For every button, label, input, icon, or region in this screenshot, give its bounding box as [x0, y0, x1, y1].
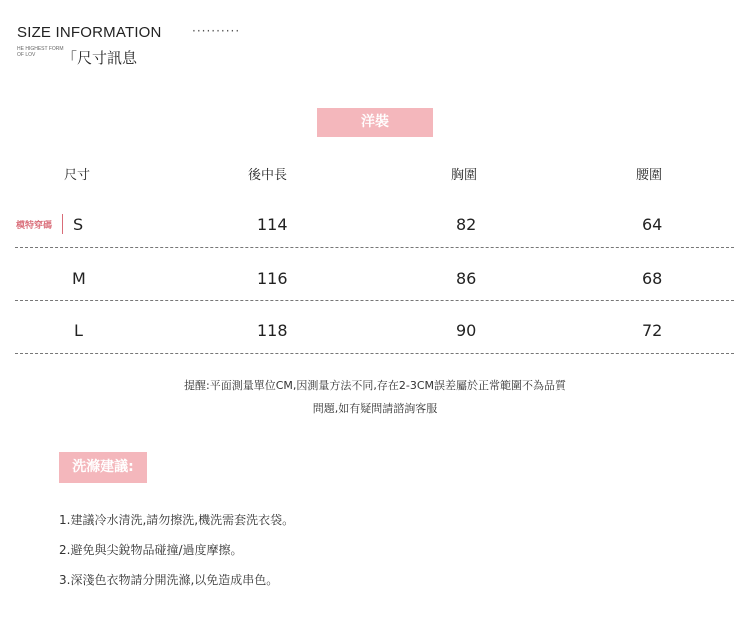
table-cell-bust: 82 — [456, 215, 477, 234]
wash-item: 1.建議冷水清洗,請勿擦洗,機洗需套洗衣袋。 — [59, 513, 295, 527]
table-cell-size: S — [73, 215, 84, 234]
measurement-note: 提醒:平面測量單位CM,因測量方法不同,存在2-3CM誤差屬於正常範圍不為品質 — [183, 379, 566, 392]
model-size-tag: 模特穿碼 — [16, 221, 53, 231]
wash-item: 3.深淺色衣物請分開洗滌,以免造成串色。 — [59, 573, 279, 587]
column-header-bust: 胸圍 — [451, 168, 478, 183]
category-badge: 洋裝 — [317, 108, 433, 137]
decorative-dots: ·········· — [192, 24, 241, 38]
section-subtitle: 「尺寸訊息 — [62, 49, 138, 67]
column-header-length: 後中長 — [248, 168, 288, 183]
table-cell-bust: 90 — [456, 321, 477, 340]
table-cell-waist: 72 — [642, 321, 663, 340]
measurement-note-continued: 問題,如有疑問請諮詢客服 — [312, 402, 438, 415]
row-divider — [15, 353, 734, 354]
table-cell-size: M — [72, 269, 86, 288]
table-cell-length: 118 — [257, 321, 288, 340]
section-title: SIZE INFORMATION — [17, 24, 162, 41]
model-tag-divider — [62, 214, 63, 234]
table-cell-bust: 86 — [456, 269, 477, 288]
wash-advice-badge: 洗滌建議: — [59, 452, 147, 483]
table-cell-waist: 64 — [642, 215, 663, 234]
table-cell-length: 116 — [257, 269, 288, 288]
table-cell-size: L — [74, 321, 83, 340]
row-divider — [15, 300, 734, 301]
tagline: HE HIGHEST FORM OF LOV — [17, 46, 64, 58]
column-header-waist: 腰圍 — [636, 168, 663, 183]
wash-item: 2.避免與尖銳物品碰撞/過度摩擦。 — [59, 543, 243, 557]
table-cell-length: 114 — [257, 215, 288, 234]
table-cell-waist: 68 — [642, 269, 663, 288]
row-divider — [15, 247, 734, 248]
column-header-size: 尺寸 — [64, 168, 91, 183]
